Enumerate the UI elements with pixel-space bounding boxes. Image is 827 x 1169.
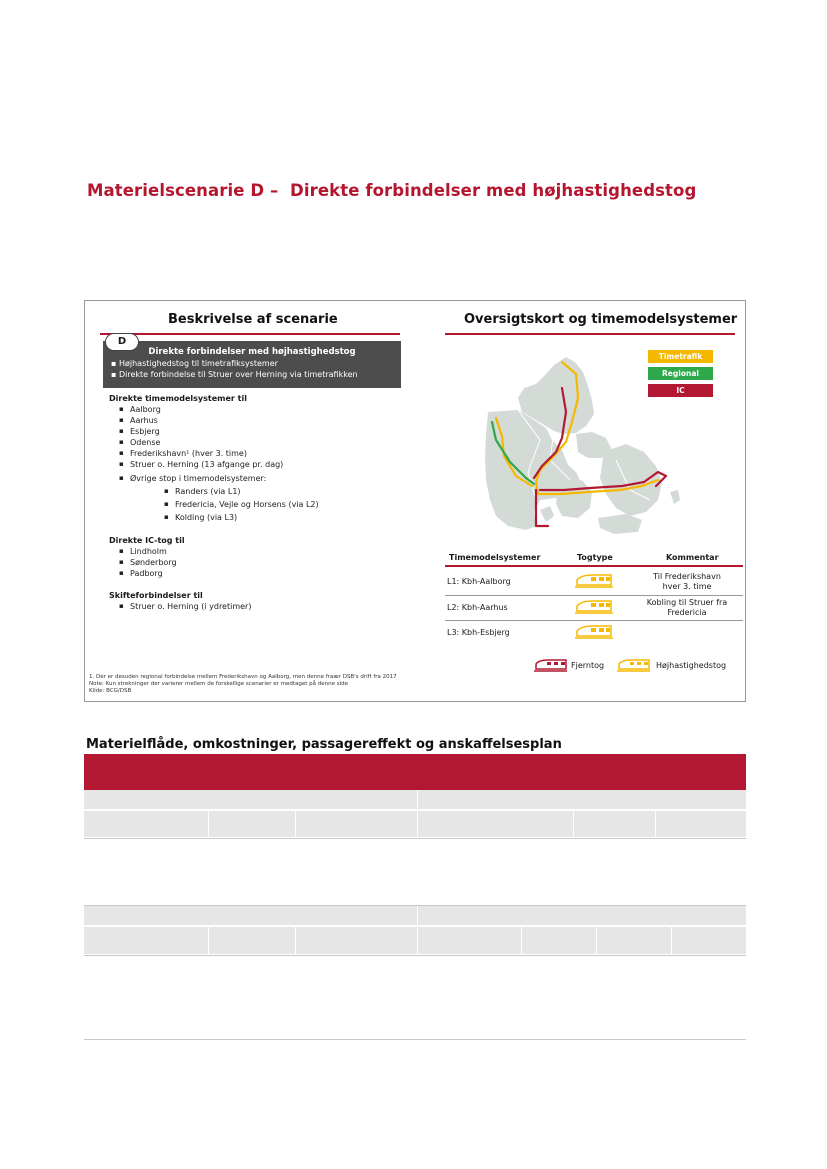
high-speed-train-icon: [575, 625, 615, 639]
column-divider: [208, 927, 209, 954]
legend-regional: Regional: [648, 367, 713, 380]
list-item: ▪ Struer o. Herning (i ydretimer): [130, 602, 251, 611]
table-gray-band: [84, 790, 746, 809]
table-cell-system: L3: Kbh-Esbjerg: [447, 628, 510, 637]
table-rule: [84, 955, 746, 956]
column-divider: [521, 927, 522, 954]
footnote: Kilde: BCG/DSB: [89, 688, 132, 694]
column-divider: [596, 927, 597, 954]
column-divider: [417, 906, 418, 925]
column-divider: [417, 927, 418, 954]
table-header-comment: Kommentar: [666, 553, 719, 562]
list-subitem: ▪ Kolding (via L3): [175, 513, 237, 522]
list-item: ▪ Sønderborg: [130, 558, 177, 567]
summary-heading: Direkte forbindelser med højhastighedstog: [148, 347, 356, 357]
column-divider: [573, 811, 574, 837]
table-header-rule: [445, 565, 743, 567]
column-divider: [208, 811, 209, 837]
high-speed-train-icon: [617, 659, 651, 672]
scenario-badge: D: [105, 333, 139, 351]
list-subitem: ▪ Randers (via L1): [175, 487, 241, 496]
legend-timetrafik: Timetrafik: [648, 350, 713, 363]
intercity-train-icon: [534, 659, 568, 672]
footnote: 1. Der er desuden regional forbindelse mellem Frederikshavn og Aalborg, men denne fraær DSB's drift fra 2017: [89, 674, 397, 680]
footnote: Note: Kun strekninger der varierer mellem de forskellige scenarier er medtaget på denne side: [89, 681, 349, 687]
high-speed-train-icon: [575, 574, 615, 588]
table-row-divider: [445, 620, 743, 621]
column-divider: [655, 811, 656, 837]
list-item: ▪ Odense: [130, 438, 160, 447]
train-legend-label: Højhastighedstog: [656, 661, 727, 670]
table-cell-system: L1: Kbh-Aalborg: [447, 577, 511, 586]
table-gray-band: [84, 927, 746, 954]
table-bottom-rule: [84, 1039, 746, 1040]
section-heading: Skifteforbindelser til: [109, 591, 203, 600]
column-divider: [295, 927, 296, 954]
list-item: ▪ Aarhus: [130, 416, 158, 425]
list-item: ▪ Frederikshavn¹ (hver 3. time): [130, 449, 247, 458]
list-item: ▪ Aalborg: [130, 405, 161, 414]
train-legend-label: Fjerntog: [571, 661, 605, 670]
left-panel-title: Beskrivelse af scenarie: [168, 312, 338, 327]
table-header-system: Timemodelsystemer: [449, 553, 541, 562]
list-item: ▪ Øvrige stop i timemodelsystemer:: [130, 474, 266, 483]
column-divider: [417, 790, 418, 809]
column-divider: [671, 927, 672, 954]
table-rule: [84, 838, 746, 839]
table-gray-band: [84, 811, 746, 837]
scenario-summary-box: [103, 341, 401, 388]
summary-bullet: ▪ Højhastighedstog til timetrafiksystemer: [111, 359, 278, 368]
right-panel-title: Oversigtskort og timemodelsystemer: [464, 312, 738, 327]
table-header-type: Togtype: [577, 553, 613, 562]
left-panel-rule: [100, 333, 400, 335]
list-item: ▪ Esbjerg: [130, 427, 160, 436]
section-heading: Direkte timemodelsystemer til: [109, 394, 247, 403]
list-item: ▪ Struer o. Herning (13 afgange pr. dag): [130, 460, 283, 469]
list-item: ▪ Padborg: [130, 569, 163, 578]
table-row-divider: [445, 595, 743, 596]
summary-bullet: ▪ Direkte forbindelse til Struer over Herning via timetrafikken: [111, 370, 358, 379]
list-item: ▪ Lindholm: [130, 547, 167, 556]
column-divider: [417, 811, 418, 837]
table-cell-system: L2: Kbh-Aarhus: [447, 603, 508, 612]
page-title: Materielscenarie D – Direkte forbindelser med højhastighedstog: [87, 181, 697, 200]
section-title: Materielflåde, omkostninger, passagereffekt og anskaffelsesplan: [86, 737, 562, 752]
legend-ic: IC: [648, 384, 713, 397]
list-subitem: ▪ Fredericia, Vejle og Horsens (via L2): [175, 500, 319, 509]
table-cell-comment: Kobling til Struer fra Fredericia: [646, 598, 728, 617]
table-cell-comment: Til Frederikshavn hver 3. time: [653, 572, 721, 591]
column-divider: [295, 811, 296, 837]
table-header-band: [84, 754, 746, 790]
section-heading: Direkte IC-tog til: [109, 536, 185, 545]
right-panel-rule: [445, 333, 735, 335]
table-gray-band: [84, 906, 746, 925]
high-speed-train-icon: [575, 600, 615, 614]
